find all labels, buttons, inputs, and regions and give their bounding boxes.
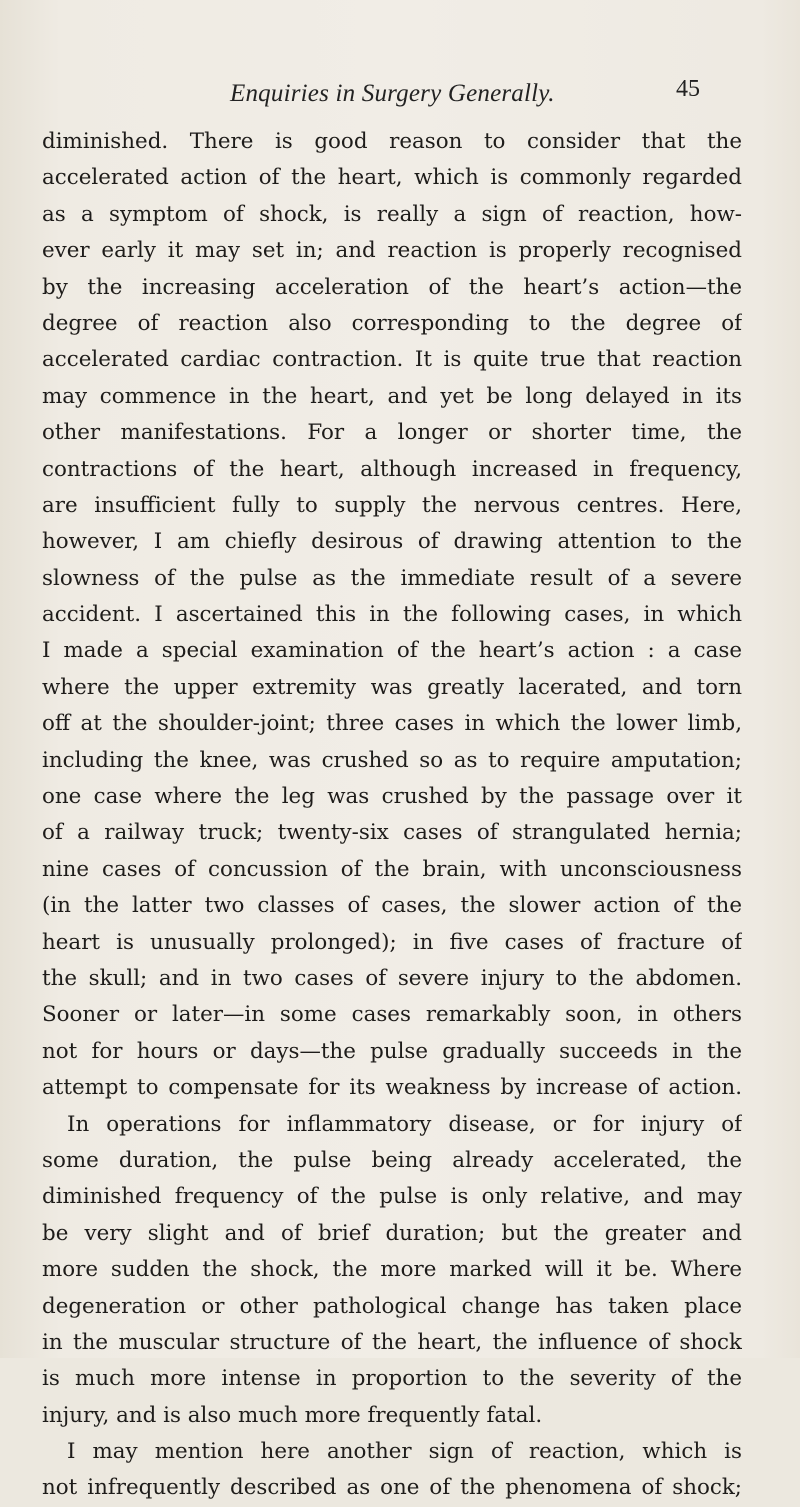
text-line: degeneration or other pathological change has taken place xyxy=(42,1293,742,1319)
text-line: off at the shoulder-joint; three cases in which the lower limb, xyxy=(42,711,742,737)
text-line: be very slight and of brief duration; but the greater and xyxy=(42,1220,742,1246)
text-line: not for hours or days—the pulse gradually succeeds in the xyxy=(42,1038,742,1064)
page-number: 45 xyxy=(676,76,700,102)
text-line: more sudden the shock, the more marked will it be. Where xyxy=(42,1257,742,1283)
text-line: I made a special examination of the heart’s action : a case xyxy=(42,638,742,664)
text-line: including the knee, was crushed so as to require amputation; xyxy=(42,747,742,773)
text-line: ever early it may set in; and reaction is properly recognised xyxy=(42,238,742,264)
text-line: contractions of the heart, although increased in frequency, xyxy=(42,456,742,482)
text-line: degree of reaction also corresponding to the degree of xyxy=(42,310,742,336)
text-line: Sooner or later—in some cases remarkably soon, in others xyxy=(42,1002,742,1028)
body-text xyxy=(42,124,742,1507)
text-line: however, I am chiefly desirous of drawing attention to the xyxy=(42,529,742,555)
text-line: in the muscular structure of the heart, the influence of shock xyxy=(42,1329,742,1355)
text-line: may commence in the heart, and yet be long delayed in its xyxy=(42,383,742,409)
text-line: accident. I ascertained this in the following cases, in which xyxy=(42,602,742,628)
text-line: as a symptom of shock, is really a sign of reaction, how- xyxy=(42,201,742,227)
text-line: where the upper extremity was greatly lacerated, and torn xyxy=(42,674,742,700)
text-line: diminished frequency of the pulse is only relative, and may xyxy=(42,1184,742,1210)
running-title: Enquiries in Surgery Generally. xyxy=(230,80,555,107)
text-line: diminished. There is good reason to consider that the xyxy=(42,129,742,154)
text-line: by the increasing acceleration of the heart’s action—the xyxy=(42,274,742,300)
text-line: are insufficient fully to supply the nervous centres. Here, xyxy=(42,492,742,518)
text-line: of a railway truck; twenty-six cases of strangulated hernia; xyxy=(42,820,742,846)
text-line: In operations for inflammatory disease, or for injury of xyxy=(67,1111,742,1137)
text-line: some duration, the pulse being already accelerated, the xyxy=(42,1147,742,1173)
running-head xyxy=(0,76,800,116)
text-line: accelerated action of the heart, which is commonly regarded xyxy=(42,165,742,191)
text-line: (in the latter two classes of cases, the slower action of the xyxy=(42,893,742,919)
text-line: other manifestations. For a longer or shorter time, the xyxy=(42,420,742,446)
text-line: nine cases of concussion of the brain, with unconsciousness xyxy=(42,856,742,882)
text-line: accelerated cardiac contraction. It is quite true that reaction xyxy=(42,347,742,373)
text-line: I may mention here another sign of reaction, which is xyxy=(67,1439,742,1465)
text-line: attempt to compensate for its weakness by increase of action. xyxy=(42,1075,742,1101)
text-line: slowness of the pulse as the immediate result of a severe xyxy=(42,565,742,591)
text-line: is much more intense in proportion to the severity of the xyxy=(42,1366,742,1392)
text-line: not infrequently described as one of the phenomena of shock; xyxy=(42,1475,742,1501)
text-line: heart is unusually prolonged); in five cases of fracture of xyxy=(42,929,742,955)
text-line: the skull; and in two cases of severe injury to the abdomen. xyxy=(42,965,742,991)
text-line: one case where the leg was crushed by the passage over it xyxy=(42,784,742,810)
text-line: injury, and is also much more frequently fatal. xyxy=(42,1402,543,1428)
